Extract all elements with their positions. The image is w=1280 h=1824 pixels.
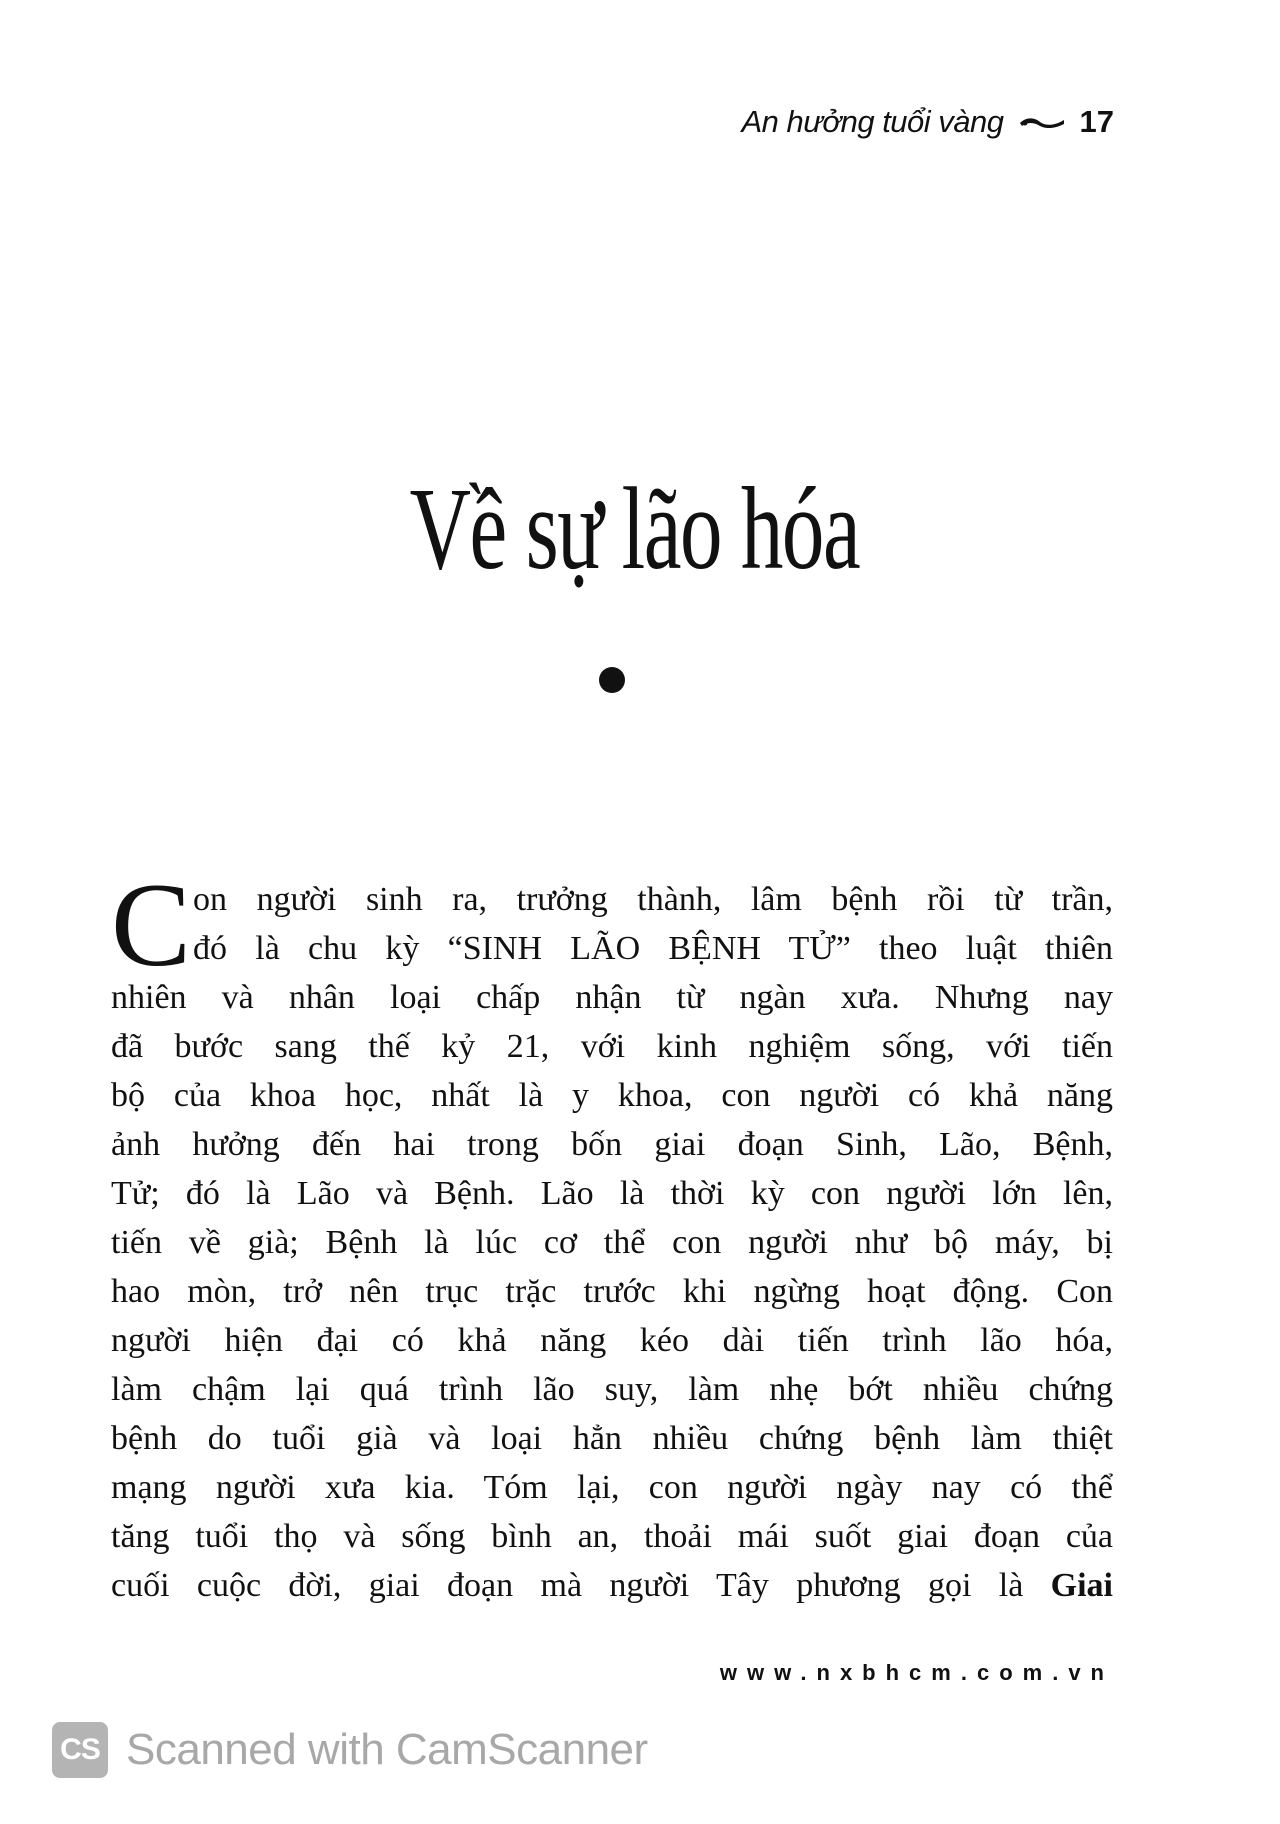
text-line: bộ của khoa học, nhất là y khoa, con người có khả năng [111,1077,1113,1114]
publisher-url: www.nxbhcm.com.vn [719,1660,1114,1685]
last-line-bold: Giai [1050,1567,1113,1604]
text-line: nhiên và nhân loại chấp nhận từ ngàn xưa. Nhưng nay [111,979,1113,1016]
text-line: tăng tuổi thọ và sống bình an, thoải mái suốt giai đoạn của [111,1518,1113,1555]
camscanner-logo-icon: CS [52,1722,108,1778]
drop-cap: C [111,858,192,991]
ornament-icon [1018,114,1066,130]
text-line: đó là chu kỳ “SINH LÃO BỆNH TỬ” theo luật thiên [193,930,1113,967]
text-line: ảnh hưởng đến hai trong bốn giai đoạn Sinh, Lão, Bệnh, [111,1126,1113,1163]
running-title: An hưởng tuổi vàng [741,104,1004,139]
bullet-icon [599,667,625,693]
running-header [741,104,1114,140]
text-line-last [111,1561,1113,1610]
text-line: người hiện đại có khả năng kéo dài tiến trình lão hóa, [111,1322,1113,1359]
scanner-text: Scanned with CamScanner [126,1725,648,1774]
chapter-title: Về sự lão hóa [409,463,860,594]
text-line: đã bước sang thế kỷ 21, với kinh nghiệm sống, với tiến [111,1028,1113,1065]
scanner-watermark [52,1722,648,1778]
text-line: làm chậm lại quá trình lão suy, làm nhẹ bớt nhiều chứng [111,1371,1113,1408]
text-line: mạng người xưa kia. Tóm lại, con người ngày nay có thể [111,1469,1113,1506]
text-line: hao mòn, trở nên trục trặc trước khi ngừng hoạt động. Con [111,1273,1113,1310]
page-number: 17 [1079,104,1114,139]
last-line-text: cuối cuộc đời, giai đoạn mà người Tây phương gọi là [111,1567,1024,1604]
text-line: Tử; đó là Lão và Bệnh. Lão là thời kỳ con người lớn lên, [111,1175,1113,1212]
body-paragraph [111,858,1113,1610]
text-line: bệnh do tuổi già và loại hẳn nhiều chứng bệnh làm thiệt [111,1420,1113,1457]
text-line: on người sinh ra, trưởng thành, lâm bệnh rồi từ trần, [193,881,1113,918]
text-line: tiến về già; Bệnh là lúc cơ thể con người như bộ máy, bị [111,1224,1113,1261]
